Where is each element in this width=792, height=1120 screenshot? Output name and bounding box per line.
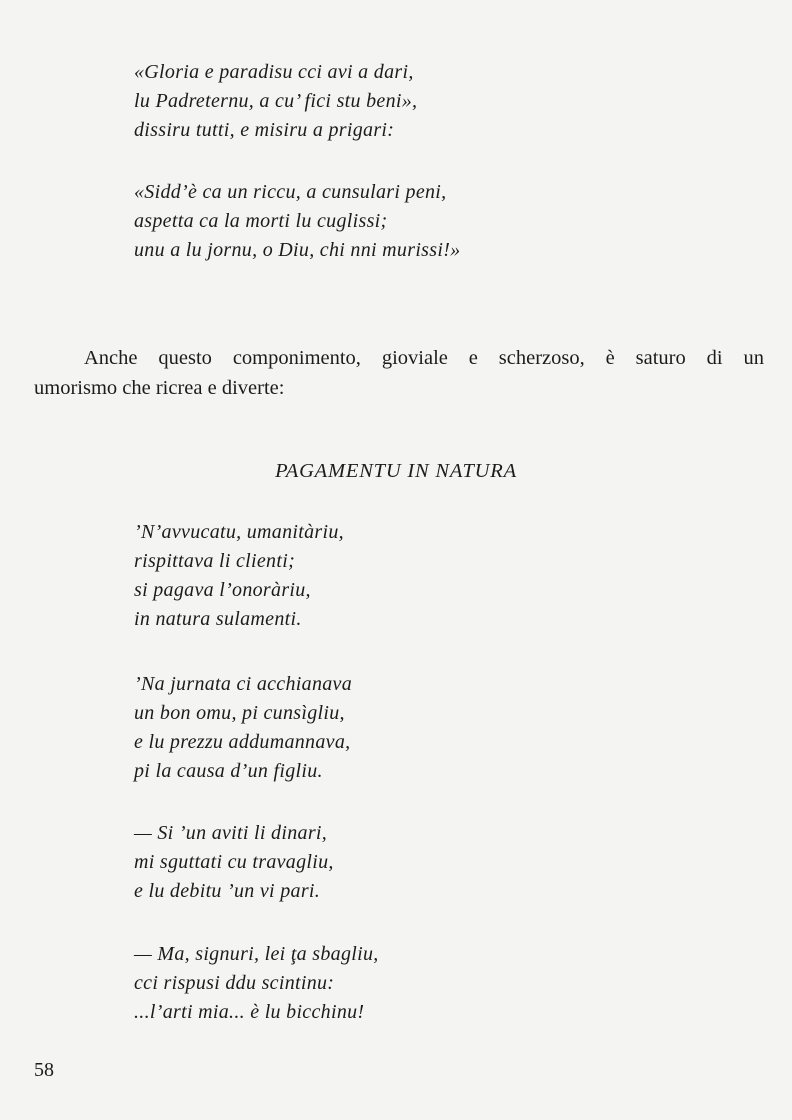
verse-line: unu a lu jornu, o Diu, chi nni murissi!»: [134, 239, 461, 261]
verse-line: — Ma, signuri, lei ţa sbagliu,: [134, 943, 379, 965]
poem-title: PAGAMENTU IN NATURA: [275, 460, 517, 482]
verse-line: lu Padreternu, a cu’ fici stu beni»,: [134, 90, 418, 112]
poem-stanza-2: [134, 670, 352, 786]
verse-line: rispittava li clienti;: [134, 550, 296, 572]
paragraph-line: Anche questo componimento, gioviale e scherzoso, è saturo di un: [84, 347, 764, 369]
commentary-paragraph: [34, 343, 764, 403]
verse-line: si pagava l’onoràriu,: [134, 579, 311, 601]
verse-line: in natura sulamenti.: [134, 608, 302, 630]
poem-stanza-3: [134, 819, 334, 906]
verse-line: ...l’arti mia... è lu bicchinu!: [134, 1001, 365, 1023]
verse-line: — Si ’un aviti li dinari,: [134, 822, 328, 844]
page-number: 58: [34, 1059, 54, 1081]
poem-stanza-4: [134, 940, 379, 1027]
verse-line: e lu debitu ’un vi pari.: [134, 880, 321, 902]
intro-stanza-1: [134, 58, 417, 145]
verse-line: cci rispusi ddu scintinu:: [134, 972, 335, 994]
verse-line: «Gloria e paradisu cci avi a dari,: [134, 61, 414, 83]
verse-line: dissiru tutti, e misiru a prigari:: [134, 119, 395, 141]
verse-line: ’Na jurnata ci acchianava: [134, 673, 353, 695]
verse-line: e lu prezzu addumannava,: [134, 731, 351, 753]
verse-line: pi la causa d’un figliu.: [134, 760, 323, 782]
verse-line: ’N’avvucatu, umanitàriu,: [134, 521, 344, 543]
verse-line: un bon omu, pi cunsìgliu,: [134, 702, 345, 724]
verse-line: aspetta ca la morti lu cuglissi;: [134, 210, 388, 232]
intro-stanza-2: [134, 178, 460, 265]
poem-stanza-1: [134, 518, 344, 634]
verse-line: «Sidd’è ca un riccu, a cunsulari peni,: [134, 181, 447, 203]
verse-line: mi sguttati cu travagliu,: [134, 851, 334, 873]
paragraph-line: umorismo che ricrea e diverte:: [34, 377, 285, 399]
